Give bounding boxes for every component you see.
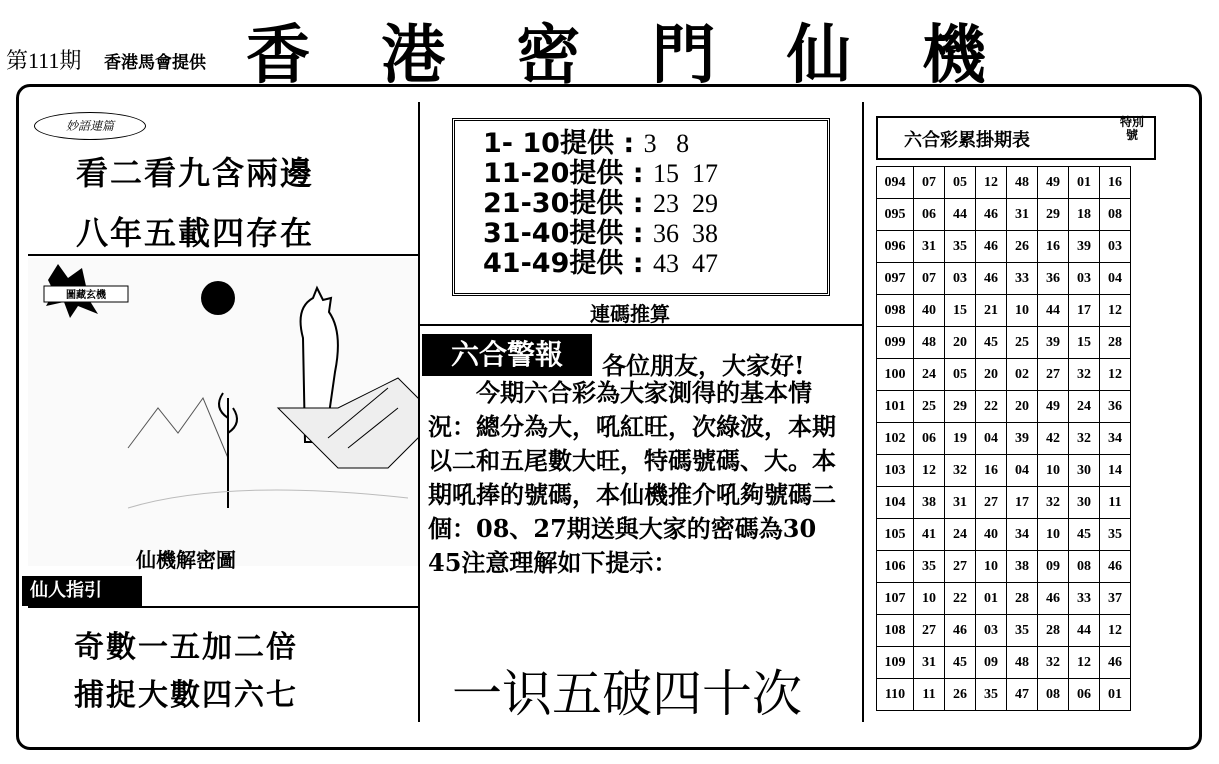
special-number-label: 特別號 [1120,115,1145,142]
table-row [877,199,1131,231]
table-cell: 12 [1069,647,1100,679]
table-cell: 03 [1100,231,1131,263]
table-cell: 16 [1100,167,1131,199]
table-cell: 109 [877,647,914,679]
greeting-text: 各位朋友，大家好! [602,351,805,380]
table-cell: 108 [877,615,914,647]
table-row [877,423,1131,455]
table-cell: 35 [945,231,976,263]
guide-line: 捕捉大數四六七 [74,678,298,713]
table-cell: 12 [1100,615,1131,647]
table-cell: 06 [914,423,945,455]
divider [418,102,420,722]
guide-line: 奇數一五加二倍 [74,630,298,665]
picture-badge-text: 圖藏玄機 [66,290,106,301]
divider [862,102,864,722]
table-cell: 24 [1069,391,1100,423]
table-row [877,167,1131,199]
table-row [877,615,1131,647]
table-cell: 37 [1100,583,1131,615]
table-row [877,551,1131,583]
table-row [877,359,1131,391]
table-cell: 46 [976,263,1007,295]
table-cell: 46 [945,615,976,647]
table-cell: 21 [976,295,1007,327]
table-cell: 06 [1069,679,1100,711]
table-cell: 095 [877,199,914,231]
table-cell: 45 [1069,519,1100,551]
picture-caption: 仙機解密圖 [136,548,236,572]
table-cell: 20 [945,327,976,359]
table-cell: 08 [1100,199,1131,231]
table-cell: 03 [945,263,976,295]
table-cell: 32 [1069,359,1100,391]
table-cell: 14 [1100,455,1131,487]
table-cell: 10 [1038,519,1069,551]
table-cell: 39 [1007,423,1038,455]
table-cell: 26 [1007,231,1038,263]
table-cell: 02 [1007,359,1038,391]
table-cell: 099 [877,327,914,359]
table-cell: 20 [976,359,1007,391]
table-cell: 06 [914,199,945,231]
table-cell: 25 [1007,327,1038,359]
table-cell: 40 [914,295,945,327]
table-row [877,455,1131,487]
table-cell: 05 [945,359,976,391]
table-cell: 32 [945,455,976,487]
table-cell: 31 [914,231,945,263]
poem-line: 看二看九含兩邊 [76,154,315,192]
table-cell: 38 [1007,551,1038,583]
table-cell: 31 [914,647,945,679]
title-char: 港 [381,18,446,93]
table-cell: 08 [1038,679,1069,711]
table-cell: 01 [976,583,1007,615]
table-cell: 08 [1069,551,1100,583]
title-char: 香 [246,18,310,93]
range-row: 31-40提供 : 36 38 [483,218,718,249]
table-cell: 25 [914,391,945,423]
table-cell: 39 [1038,327,1069,359]
table-cell: 15 [945,295,976,327]
table-cell: 16 [1038,231,1069,263]
table-row [877,263,1131,295]
table-cell: 48 [1007,647,1038,679]
table-row [877,295,1131,327]
table-cell: 107 [877,583,914,615]
table-cell: 04 [1007,455,1038,487]
table-cell: 104 [877,487,914,519]
table-cell: 34 [1007,519,1038,551]
table-cell: 102 [877,423,914,455]
table-cell: 44 [1069,615,1100,647]
table-cell: 12 [1100,359,1131,391]
table-cell: 45 [945,647,976,679]
table-cell: 35 [1100,519,1131,551]
table-cell: 33 [1007,263,1038,295]
table-cell: 18 [1069,199,1100,231]
alert-body: 今期六合彩為大家測得的基本情況：總分為大，吼紅旺，次綠波，本期以二和五尾數大旺，特碼號碼、大。本期吼捧的號碼，本仙機推介吼夠號碼二個：08、27期送與大家的密碼為30 45注意理解如下提示： [428,378,836,577]
table-cell: 05 [945,167,976,199]
table-cell: 27 [945,551,976,583]
table-cell: 105 [877,519,914,551]
table-cell: 28 [1038,615,1069,647]
table-cell: 44 [1038,295,1069,327]
table-cell: 35 [914,551,945,583]
table-cell: 33 [1069,583,1100,615]
table-cell: 44 [945,199,976,231]
table-cell: 03 [1069,263,1100,295]
table-row [877,391,1131,423]
table-cell: 19 [945,423,976,455]
table-cell: 10 [914,583,945,615]
title-char: 仙 [786,18,851,93]
table-cell: 10 [1007,295,1038,327]
table-row [877,519,1131,551]
table-cell: 29 [1038,199,1069,231]
table-cell: 096 [877,231,914,263]
table-cell: 39 [1069,231,1100,263]
table-cell: 49 [1038,167,1069,199]
hint-text: 一识五破四十次 [452,665,802,723]
issue-number: 第111期 [6,48,82,73]
table-cell: 27 [1038,359,1069,391]
table-row [877,647,1131,679]
table-cell: 36 [1038,263,1069,295]
table-cell: 46 [1100,647,1131,679]
table-cell: 48 [914,327,945,359]
table-cell: 46 [976,199,1007,231]
illustration [28,258,418,566]
table-cell: 47 [1007,679,1038,711]
table-cell: 110 [877,679,914,711]
range-row: 11-20提供 : 15 17 [483,158,718,189]
guide-label: 仙人指引 [22,576,142,606]
title-char: 密 [516,18,581,93]
divider [28,606,418,608]
table-cell: 45 [976,327,1007,359]
cat-landscape-image [28,258,418,548]
table-cell: 12 [976,167,1007,199]
table-cell: 03 [976,615,1007,647]
range-row: 41-49提供 : 43 47 [483,248,718,279]
table-cell: 26 [945,679,976,711]
title-char: 機 [921,18,986,93]
table-cell: 12 [1100,295,1131,327]
table-cell: 29 [945,391,976,423]
table-cell: 103 [877,455,914,487]
table-cell: 07 [914,263,945,295]
table-cell: 30 [1069,487,1100,519]
table-cell: 28 [1100,327,1131,359]
table-cell: 30 [1069,455,1100,487]
table-cell: 101 [877,391,914,423]
page-title [246,4,986,93]
table-cell: 10 [976,551,1007,583]
table-row [877,487,1131,519]
poem-badge: 妙語連篇 [34,112,146,140]
table-cell: 35 [976,679,1007,711]
table-cell: 12 [914,455,945,487]
table-cell: 34 [1100,423,1131,455]
table-cell: 100 [877,359,914,391]
table-cell: 094 [877,167,914,199]
table-row [877,583,1131,615]
number-box [452,118,830,296]
table-cell: 42 [1038,423,1069,455]
table-cell: 09 [1038,551,1069,583]
table-cell: 10 [1038,455,1069,487]
number-box-title: 連碼推算 [590,302,670,326]
table-cell: 46 [1038,583,1069,615]
table-cell: 27 [976,487,1007,519]
history-table [876,166,1131,711]
table-cell: 46 [976,231,1007,263]
table-cell: 24 [914,359,945,391]
table-cell: 09 [976,647,1007,679]
table-cell: 31 [945,487,976,519]
table-cell: 22 [945,583,976,615]
table-cell: 41 [914,519,945,551]
table-cell: 17 [1007,487,1038,519]
table-cell: 35 [1007,615,1038,647]
table-cell: 32 [1038,487,1069,519]
table-cell: 32 [1069,423,1100,455]
table-cell: 49 [1038,391,1069,423]
table-cell: 22 [976,391,1007,423]
table-cell: 31 [1007,199,1038,231]
table-cell: 11 [1100,487,1131,519]
provider-label: 香港馬會提供 [104,53,206,73]
table-cell: 27 [914,615,945,647]
table-row [877,327,1131,359]
table-cell: 28 [1007,583,1038,615]
title-char: 門 [651,18,716,93]
table-cell: 46 [1100,551,1131,583]
table-cell: 20 [1007,391,1038,423]
table-cell: 106 [877,551,914,583]
table-cell: 32 [1038,647,1069,679]
alert-label: 六合警報 [422,334,592,376]
table-row [877,231,1131,263]
range-row: 21-30提供 : 23 29 [483,188,718,219]
table-row [877,679,1131,711]
divider [28,254,418,256]
table-cell: 38 [914,487,945,519]
table-cell: 24 [945,519,976,551]
table-cell: 11 [914,679,945,711]
table-cell: 04 [1100,263,1131,295]
table-cell: 098 [877,295,914,327]
table-cell: 16 [976,455,1007,487]
table-cell: 04 [976,423,1007,455]
table-cell: 48 [1007,167,1038,199]
table-cell: 097 [877,263,914,295]
table-cell: 17 [1069,295,1100,327]
table-cell: 40 [976,519,1007,551]
poem-line: 八年五載四存在 [76,214,315,252]
table-cell: 01 [1069,167,1100,199]
table-cell: 15 [1069,327,1100,359]
table-cell: 36 [1100,391,1131,423]
range-row: 1- 10提供 : 3 8 [483,128,690,159]
history-title: 六合彩累掛期表 [904,130,1030,151]
table-cell: 07 [914,167,945,199]
table-cell: 01 [1100,679,1131,711]
